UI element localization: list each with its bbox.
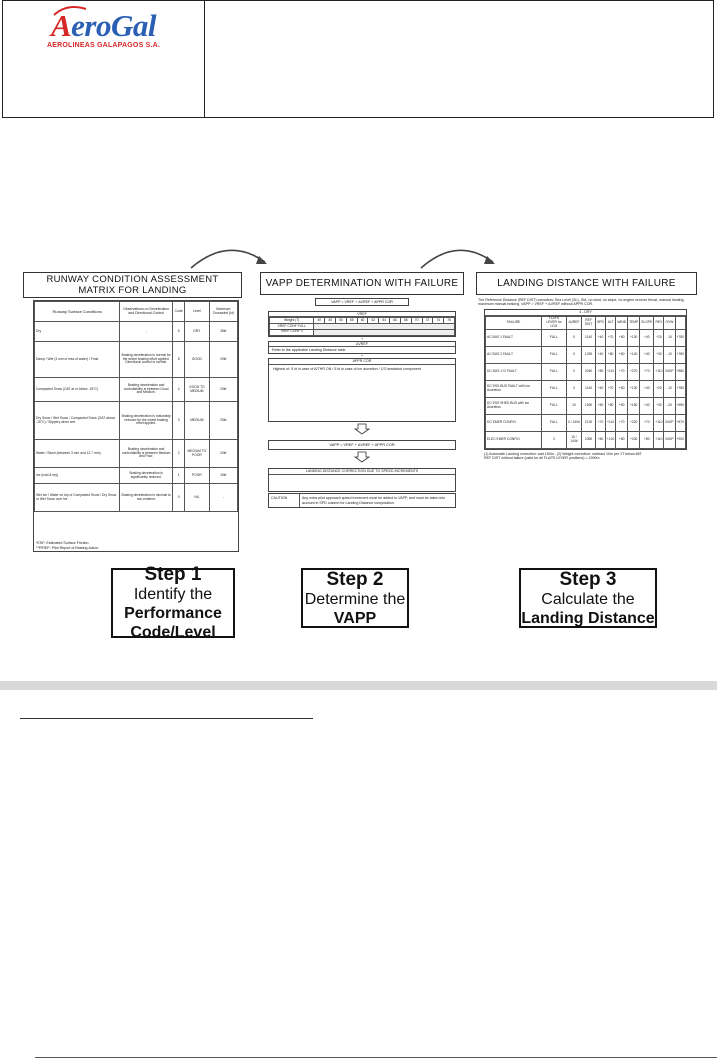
rcam-row (35, 402, 238, 440)
ld-cell: +70 (640, 415, 654, 432)
ld-header-cell: WIND (616, 316, 628, 329)
ld-cell: +140 (628, 347, 640, 364)
rcam-cell: Water / Slush (between 3 mm and 12.7 mm) (35, 440, 120, 468)
ld-cell: +110 (654, 364, 664, 381)
ld-cell: +110 (605, 415, 615, 432)
runway-condition-matrix (33, 300, 239, 552)
document-header-table (2, 0, 714, 118)
rcam-cell: 15kt (209, 468, 237, 484)
ld-cell: +50 (596, 398, 606, 415)
ld-cell: 2040 (582, 364, 596, 381)
ld-table-box: 4 - DRY FAILURE FLAPS LEVER for LDG ΔVREF REF DIST SPD ALT WIND TEMP SLOPE REV OVW AC BUS 1 FAULT FULL 0 1140 +40 +70 +60 +130 +40 +20 -10 +780 AC BUS 2 FAULT FULL 0 1250 +40 +80 +60 +140 +40 +30 -10 +780 DC BUS 1+2 FAULT FULL 0 2040 +80 +110 +70 +270 +70 +110 INOP +880 DC ESS BUS FAULT with Ice Accretion FULL 0 1140 +40 +70 +60 +130 +40 +20 -10 +780 DC ESS SHED BUS with Ice Accretion FULL 10 1590 +50 +80 +50 +150 +40 +30 -20 +690 DC EMER CONFIG FULL 0 / 140# 2130 +70 +110 +70 +220 +70 +110 INOP +870 ELEC EMER CONFIG 3 10 / 140# 2360 +80 +120 +80 +230 +80 +110 INOP +920 (484, 309, 687, 450)
ld-cell: +780 (675, 330, 685, 347)
ld-cell: +40 (640, 330, 654, 347)
ld-cell: +70 (616, 364, 628, 381)
weight-cell: 70 (411, 318, 422, 324)
rcam-cell: Braking deceleration is significantly reduced. (120, 468, 173, 484)
ld-cell: +150 (628, 398, 640, 415)
ld-cell: 1590 (582, 398, 596, 415)
rcam-cell: MEDIUM (185, 402, 209, 440)
step3-box: Step 3 Calculate the Landing Distance (519, 568, 657, 628)
ld-cell: 10 (566, 398, 581, 415)
rcam-cell: 25kt (209, 402, 237, 440)
ld-cell: FULL (542, 364, 567, 381)
rcam-footnote: *ESF: Estimated Surface Friction (36, 540, 89, 545)
ld-cell: -10 (664, 347, 675, 364)
ld-cell: +80 (640, 432, 654, 449)
rcam-row (35, 342, 238, 378)
ld-cell: INOP (664, 415, 675, 432)
weight-cell: 76 (444, 318, 455, 324)
rcam-cell: MEDIUM TO POOR (185, 440, 209, 468)
rcam-row (35, 378, 238, 402)
col-level: Level (185, 302, 209, 322)
ld-cell: +30 (654, 347, 664, 364)
weight-cell: 68 (400, 318, 411, 324)
rcam-cell: Damp / Wet (3 mm or less of water) / Frost (35, 342, 120, 378)
ld-cell: FULL (542, 330, 567, 347)
ld-row (486, 364, 686, 381)
ld-cell: +60 (616, 381, 628, 398)
weight-cell: 66 (390, 318, 401, 324)
down-arrow-icon (268, 423, 456, 435)
rcam-cell: GOOD TO MEDIUM (185, 378, 209, 402)
rcam-cell: - (209, 484, 237, 512)
ld-cell: +40 (640, 381, 654, 398)
vapp-formula-box: VAPP = VREF + ΔVREF + APPR COR (315, 298, 409, 306)
weight-cell: 40 (314, 318, 325, 324)
appr-cor-box: APPR COR Highest of: 5 kt in case of A/THR ON / 5 kt in case of ice accretion / 1/3 headwind component (268, 358, 456, 422)
ld-cell: +80 (605, 398, 615, 415)
ld-cell: 0 (566, 330, 581, 347)
rcam-row (35, 484, 238, 512)
ld-table (485, 316, 686, 449)
ld-cell: 0 (566, 364, 581, 381)
ld-cell: INOP (664, 364, 675, 381)
weight-cell: 60 (357, 318, 368, 324)
ld-cell: FULL (542, 347, 567, 364)
ld-cell: +40 (596, 330, 606, 347)
ld-cell: +40 (640, 398, 654, 415)
ld-cell: +20 (654, 381, 664, 398)
ld-header-cell: ALT (605, 316, 615, 329)
ld-cell: DC ESS BUS FAULT with Ice Accretion (486, 381, 542, 398)
ld-cell: +40 (596, 347, 606, 364)
ld-cell: +80 (596, 364, 606, 381)
rcam-cell: NIL (185, 484, 209, 512)
col-code: Code (173, 302, 185, 322)
ld-header-cell: FAILURE (486, 316, 542, 329)
ld-header-cell: SLOPE (640, 316, 654, 329)
ld-cell: AC BUS 2 FAULT (486, 347, 542, 364)
ld-header-cell (675, 316, 685, 329)
rcam-cell: 6 (173, 322, 185, 342)
ld-row (486, 381, 686, 398)
panel1-title: RUNWAY CONDITION ASSESSMENT MATRIX FOR LANDING (23, 272, 242, 298)
ld-cell: FULL (542, 381, 567, 398)
ld-cell: +70 (616, 415, 628, 432)
ld-intro: The Reference Distance (REF DIST) considers: Sea Level (SL), ISA, no wind, no slope, no engine reverse thrust, manual landing, maximum manual braking. VAPP = VREF + ΔVREF without APPR COR. (478, 298, 685, 307)
ld-cell: 2360 (582, 432, 596, 449)
rcam-cell: Wet Ice / Water on top of Compacted Snow / Dry Snow or Wet Snow over Ice (35, 484, 120, 512)
ld-cell: 1250 (582, 347, 596, 364)
ld-cell: -10 (664, 330, 675, 347)
rcam-table (34, 301, 238, 512)
ld-cell: -10 (664, 381, 675, 398)
rcam-cell: Dry (35, 322, 120, 342)
rcam-cell: 29kt (209, 378, 237, 402)
ldg-correction-box: LANDING DISTANCE CORRECTION DUE TO SPEED INCREMENTS (268, 468, 456, 492)
step2-box: Step 2 Determine the VAPP (301, 568, 409, 628)
logo-subtitle: AEROLINEAS GALAPAGOS S.A. (47, 42, 160, 49)
ld-header-cell: OVW (664, 316, 675, 329)
rcam-cell: Dry Snow / Wet Snow / Compacted Snow (OAT above -15°C) / Slippery when wet (35, 402, 120, 440)
underline-rule (20, 718, 313, 719)
rcam-body (35, 322, 238, 512)
ld-cell: +270 (628, 364, 640, 381)
ld-cell: +130 (628, 330, 640, 347)
ld-cell: 3 (542, 432, 567, 449)
ld-cell: +40 (640, 347, 654, 364)
ld-row (486, 347, 686, 364)
ld-cell: DC BUS 1+2 FAULT (486, 364, 542, 381)
ld-cell: +80 (605, 347, 615, 364)
down-arrow-icon (268, 451, 456, 463)
ld-header-cell: SPD (596, 316, 606, 329)
ld-cell: +20 (654, 330, 664, 347)
ld-cell: +80 (596, 432, 606, 449)
ld-note: (1) Automatic Landing correction: add 180m - (2) Weight correction: subtract 10m per 1T below 66T (484, 452, 642, 456)
vref-table: Weight (T) 40 45 50 55 60 62 64 66 68 70 72 74 76 VREF CONF FULL VREF CONF 3 (269, 317, 455, 335)
rcam-cell: Braking deceleration and controllability is between Good and Medium. (120, 378, 173, 402)
weight-cell: 74 (433, 318, 444, 324)
footer-rule (35, 1057, 717, 1058)
rcam-cell: GOOD (185, 342, 209, 378)
col-surface: Runway Surface Conditions (35, 302, 120, 322)
caution-box: CAUTION Any extra pilot approach speed increment must be added to VAPP, and must be taken into account in SPD column for Landing Distance computation. (268, 493, 456, 507)
aerogal-logo: AeroGal (51, 11, 156, 41)
rcam-cell: 20kt (209, 440, 237, 468)
rcam-cell: Braking deceleration and controllability is between Medium and Poor. (120, 440, 173, 468)
ld-cell: 1140 (582, 330, 596, 347)
ld-cell: +690 (675, 398, 685, 415)
ld-cell: 0 (566, 381, 581, 398)
ld-row (486, 330, 686, 347)
rcam-cell: 0 (173, 484, 185, 512)
vref-box: VREF Weight (T) 40 45 50 55 60 62 64 66 68 70 72 74 76 VREF CONF FULL VREF CONF 3 (268, 311, 456, 337)
ld-cell: +870 (675, 415, 685, 432)
logo-swoosh-icon (53, 5, 87, 17)
landing-distance-panel (476, 298, 695, 550)
ld-cell: +70 (596, 415, 606, 432)
ld-cell: DC EMER CONFIG (486, 415, 542, 432)
ld-cell: ELEC EMER CONFIG (486, 432, 542, 449)
ld-cell: 2130 (582, 415, 596, 432)
landing-performance-figure (23, 242, 695, 642)
ld-note: REF DIST without failure (valid for all FLAPS LEVER positions) = 1390m (484, 456, 600, 461)
ld-header-cell: TEMP (628, 316, 640, 329)
rcam-row (35, 468, 238, 484)
weight-cell: 62 (368, 318, 379, 324)
ld-row (486, 432, 686, 449)
rcam-cell: POOR (185, 468, 209, 484)
ld-cell: INOP (664, 432, 675, 449)
ld-cell: +50 (616, 398, 628, 415)
ld-cell: FULL (542, 398, 567, 415)
col-observ: Observations on Deceleration and Directional Control (120, 302, 173, 322)
ld-cell: 1140 (582, 381, 596, 398)
header-empty-cell (205, 1, 713, 117)
section-separator-bar (0, 681, 717, 690)
rcam-cell: 3 (173, 402, 185, 440)
ld-cell: AC BUS 1 FAULT (486, 330, 542, 347)
ld-cell: +40 (596, 381, 606, 398)
weight-cell: 45 (325, 318, 336, 324)
ld-cell: +60 (616, 330, 628, 347)
rcam-cell: 1 (173, 468, 185, 484)
rcam-row (35, 440, 238, 468)
ld-header-cell: REF DIST (582, 316, 596, 329)
ld-cell: +920 (675, 432, 685, 449)
weight-cell: 72 (422, 318, 433, 324)
rcam-cell: Braking deceleration is noticeably reduced for the wheel braking effort applied. (120, 402, 173, 440)
ld-row (486, 398, 686, 415)
rcam-cell: Braking deceleration is normal for the wheel braking effort applied. Directional control is normal. (120, 342, 173, 378)
ld-cell: +110 (654, 415, 664, 432)
ld-cell: DC ESS SHED BUS with Ice Accretion (486, 398, 542, 415)
ld-header-cell: FLAPS LEVER for LDG (542, 316, 567, 329)
ld-cell: +110 (654, 432, 664, 449)
rcam-cell: Ice (cold & dry) (35, 468, 120, 484)
ld-cell: 10 / 140# (566, 432, 581, 449)
ld-row (486, 415, 686, 432)
delta-vref-box: ΔVREF Refer to the applicable Landing Distance table (268, 341, 456, 354)
weight-cell: 64 (379, 318, 390, 324)
vapp-result-box: VAPP = VREF + ΔVREF + APPR COR (268, 440, 456, 450)
ld-cell: +60 (616, 347, 628, 364)
ld-header-cell: REV (654, 316, 664, 329)
rcam-cell: 29kt (209, 342, 237, 378)
rcam-cell: 5 (173, 342, 185, 378)
ld-cell: +110 (605, 364, 615, 381)
ld-cell: +780 (675, 381, 685, 398)
rcam-row (35, 322, 238, 342)
ld-cell: -20 (664, 398, 675, 415)
ld-cell: 0 (566, 347, 581, 364)
step1-box: Step 1 Identify the Performance Code/Level (111, 568, 235, 638)
ld-cell: +70 (605, 330, 615, 347)
rcam-cell: Braking deceleration is minimal to non-existent. (120, 484, 173, 512)
ld-cell: +70 (640, 364, 654, 381)
ld-cell: +30 (654, 398, 664, 415)
rcam-cell: - (120, 322, 173, 342)
rcam-cell: 38kt (209, 322, 237, 342)
logo-cell (3, 1, 205, 117)
panel3-title: LANDING DISTANCE WITH FAILURE (476, 272, 697, 295)
col-xwind: Maximum Crosswind (kt) (209, 302, 237, 322)
ld-cell: +70 (605, 381, 615, 398)
rcam-cell: Compacted Snow (OAT at or below -15°C) (35, 378, 120, 402)
weight-cell: 55 (346, 318, 357, 324)
ld-cell: 0 / 140# (566, 415, 581, 432)
ld-cell: +80 (616, 432, 628, 449)
vapp-flowchart: VAPP = VREF + ΔVREF + APPR COR VREF Weight (T) 40 45 50 55 60 62 64 66 68 70 72 74 76 VREF CONF FULL VREF CONF 3 + ΔVREF Refer to the applicable Landing Distance table + APPR COR Highest of: 5 kt in case of A/THR ON / 5 kt in case of ice accretion / 1/3 headwind component VAPP = VREF + ΔVREF + APPR COR LANDING DISTANCE CORRECTION DUE TO SPEED INCREMENTS CAUTION Any extra pilot approach speed increment must be added to VAPP, and must be taken into account in SPD column for Landing Distance computation. (268, 298, 456, 548)
rcam-cell: 2 (173, 440, 185, 468)
weight-cell: 50 (336, 318, 347, 324)
ld-cell: +130 (628, 381, 640, 398)
rcam-footnote: **PIREP: Pilot Report of Braking Action (36, 545, 99, 550)
ld-header-cell: ΔVREF (566, 316, 581, 329)
curved-arrow-icon (23, 242, 695, 276)
ld-cell: FULL (542, 415, 567, 432)
ld-cell: +780 (675, 347, 685, 364)
rcam-cell: DRY (185, 322, 209, 342)
ld-cell: +230 (628, 432, 640, 449)
ld-cell: +220 (628, 415, 640, 432)
panel2-title: VAPP DETERMINATION WITH FAILURE (260, 272, 464, 295)
ld-cell: +120 (605, 432, 615, 449)
rcam-cell: 4 (173, 378, 185, 402)
ld-cell: +880 (675, 364, 685, 381)
